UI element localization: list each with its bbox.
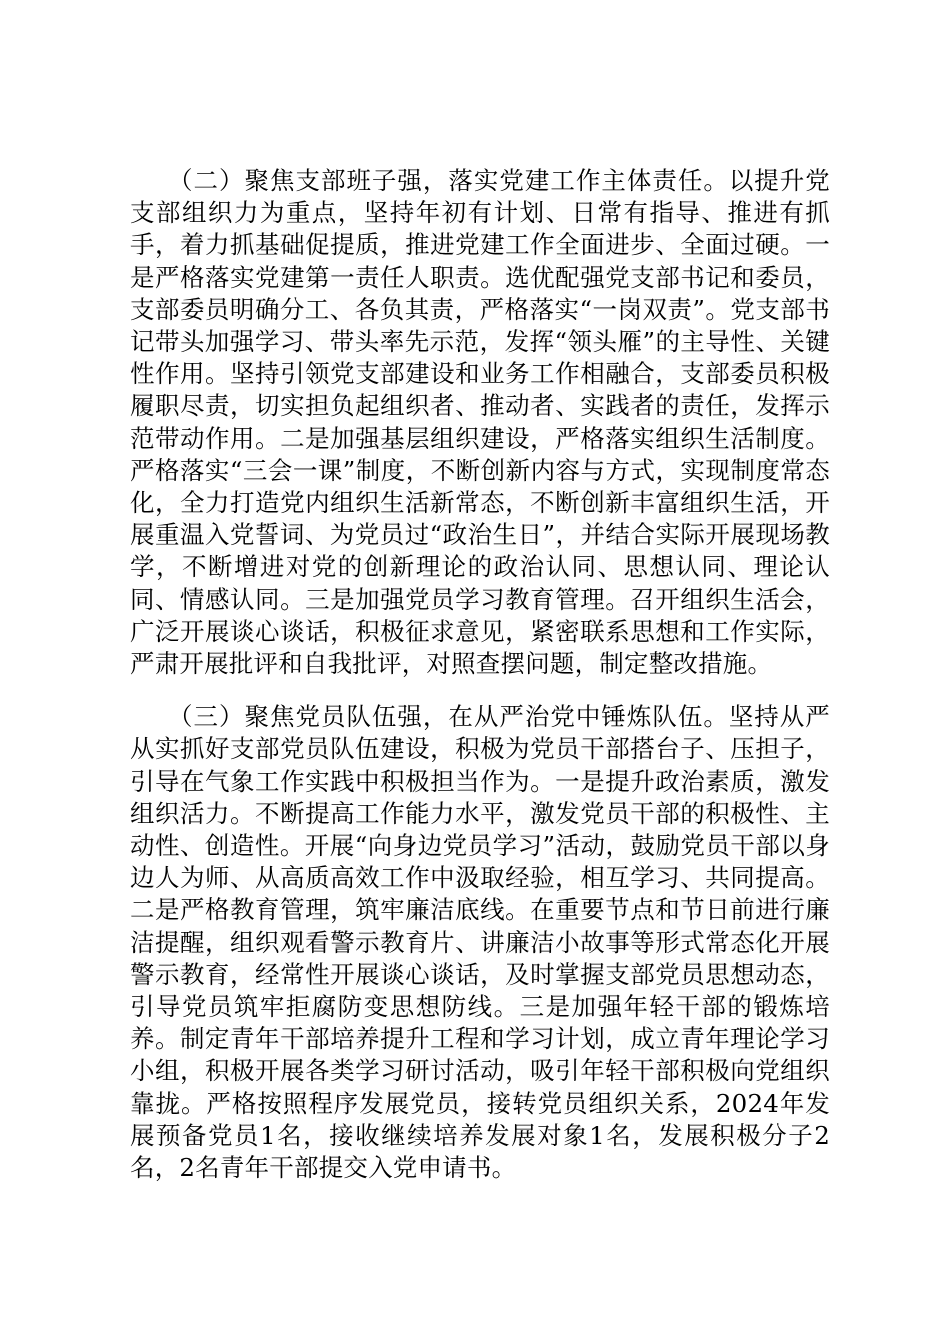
paragraph-section-two: （二）聚焦支部班子强，落实党建工作主体责任。以提升党支部组织力为重点，坚持年初有计划、日常有指导、推进有抓手，着力抓基础促提质，推进党建工作全面进步、全面过硬。一是严格落实党建第一责任人职责。选优配强党支部书记和委员，支部委员明确分工、各负其责，严格落实“一岗双责”。党支部书记带头加强学习、带头率先示范，发挥“领头雁”的主导性、关键性作用。坚持引领党支部建设和业务工作相融合，支部委员积极履职尽责，切实担负起组织者、推动者、实践者的责任，发挥示范带动作用。二是加强基层组织建设，严格落实组织生活制度。严格落实“三会一课”制度，不断创新内容与方式，实现制度常态化，全力打造党内组织生活新常态，不断创新丰富组织生活，开展重温入党誓词、为党员过“政治生日”，并结合实际开展现场教学，不断增进对党的创新理论的政治认同、思想认同、理论认同、情感认同。三是加强党员学习教育管理。召开组织生活会，广泛开展谈心谈话，积极征求意见，紧密联系思想和工作实际，严肃开展批评和自我批评，对照查摆问题，制定整改措施。 (130, 166, 830, 679)
paragraph-section-three: （三）聚焦党员队伍强，在从严治党中锤炼队伍。坚持从严从实抓好支部党员队伍建设，积极为党员干部搭台子、压担子，引导在气象工作实践中积极担当作为。一是提升政治素质，激发组织活力。不断提高工作能力水平，激发党员干部的积极性、主动性、创造性。开展“向身边党员学习”活动，鼓励党员干部以身边人为师、从高质高效工作中汲取经验，相互学习、共同提高。二是严格教育管理，筑牢廉洁底线。在重要节点和节日前进行廉洁提醒，组织观看警示教育片、讲廉洁小故事等形式常态化开展警示教育，经常性开展谈心谈话，及时掌握支部党员思想动态，引导党员筑牢拒腐防变思想防线。三是加强年轻干部的锻炼培养。制定青年干部培养提升工程和学习计划，成立青年理论学习小组，积极开展各类学习研讨活动，吸引年轻干部积极向党组织靠拢。严格按照程序发展党员，接转党员组织关系，2024年发展预备党员1名，接收继续培养发展对象1名，发展积极分子2名，2名青年干部提交入党申请书。 (130, 702, 830, 1183)
document-body (130, 165, 830, 1184)
